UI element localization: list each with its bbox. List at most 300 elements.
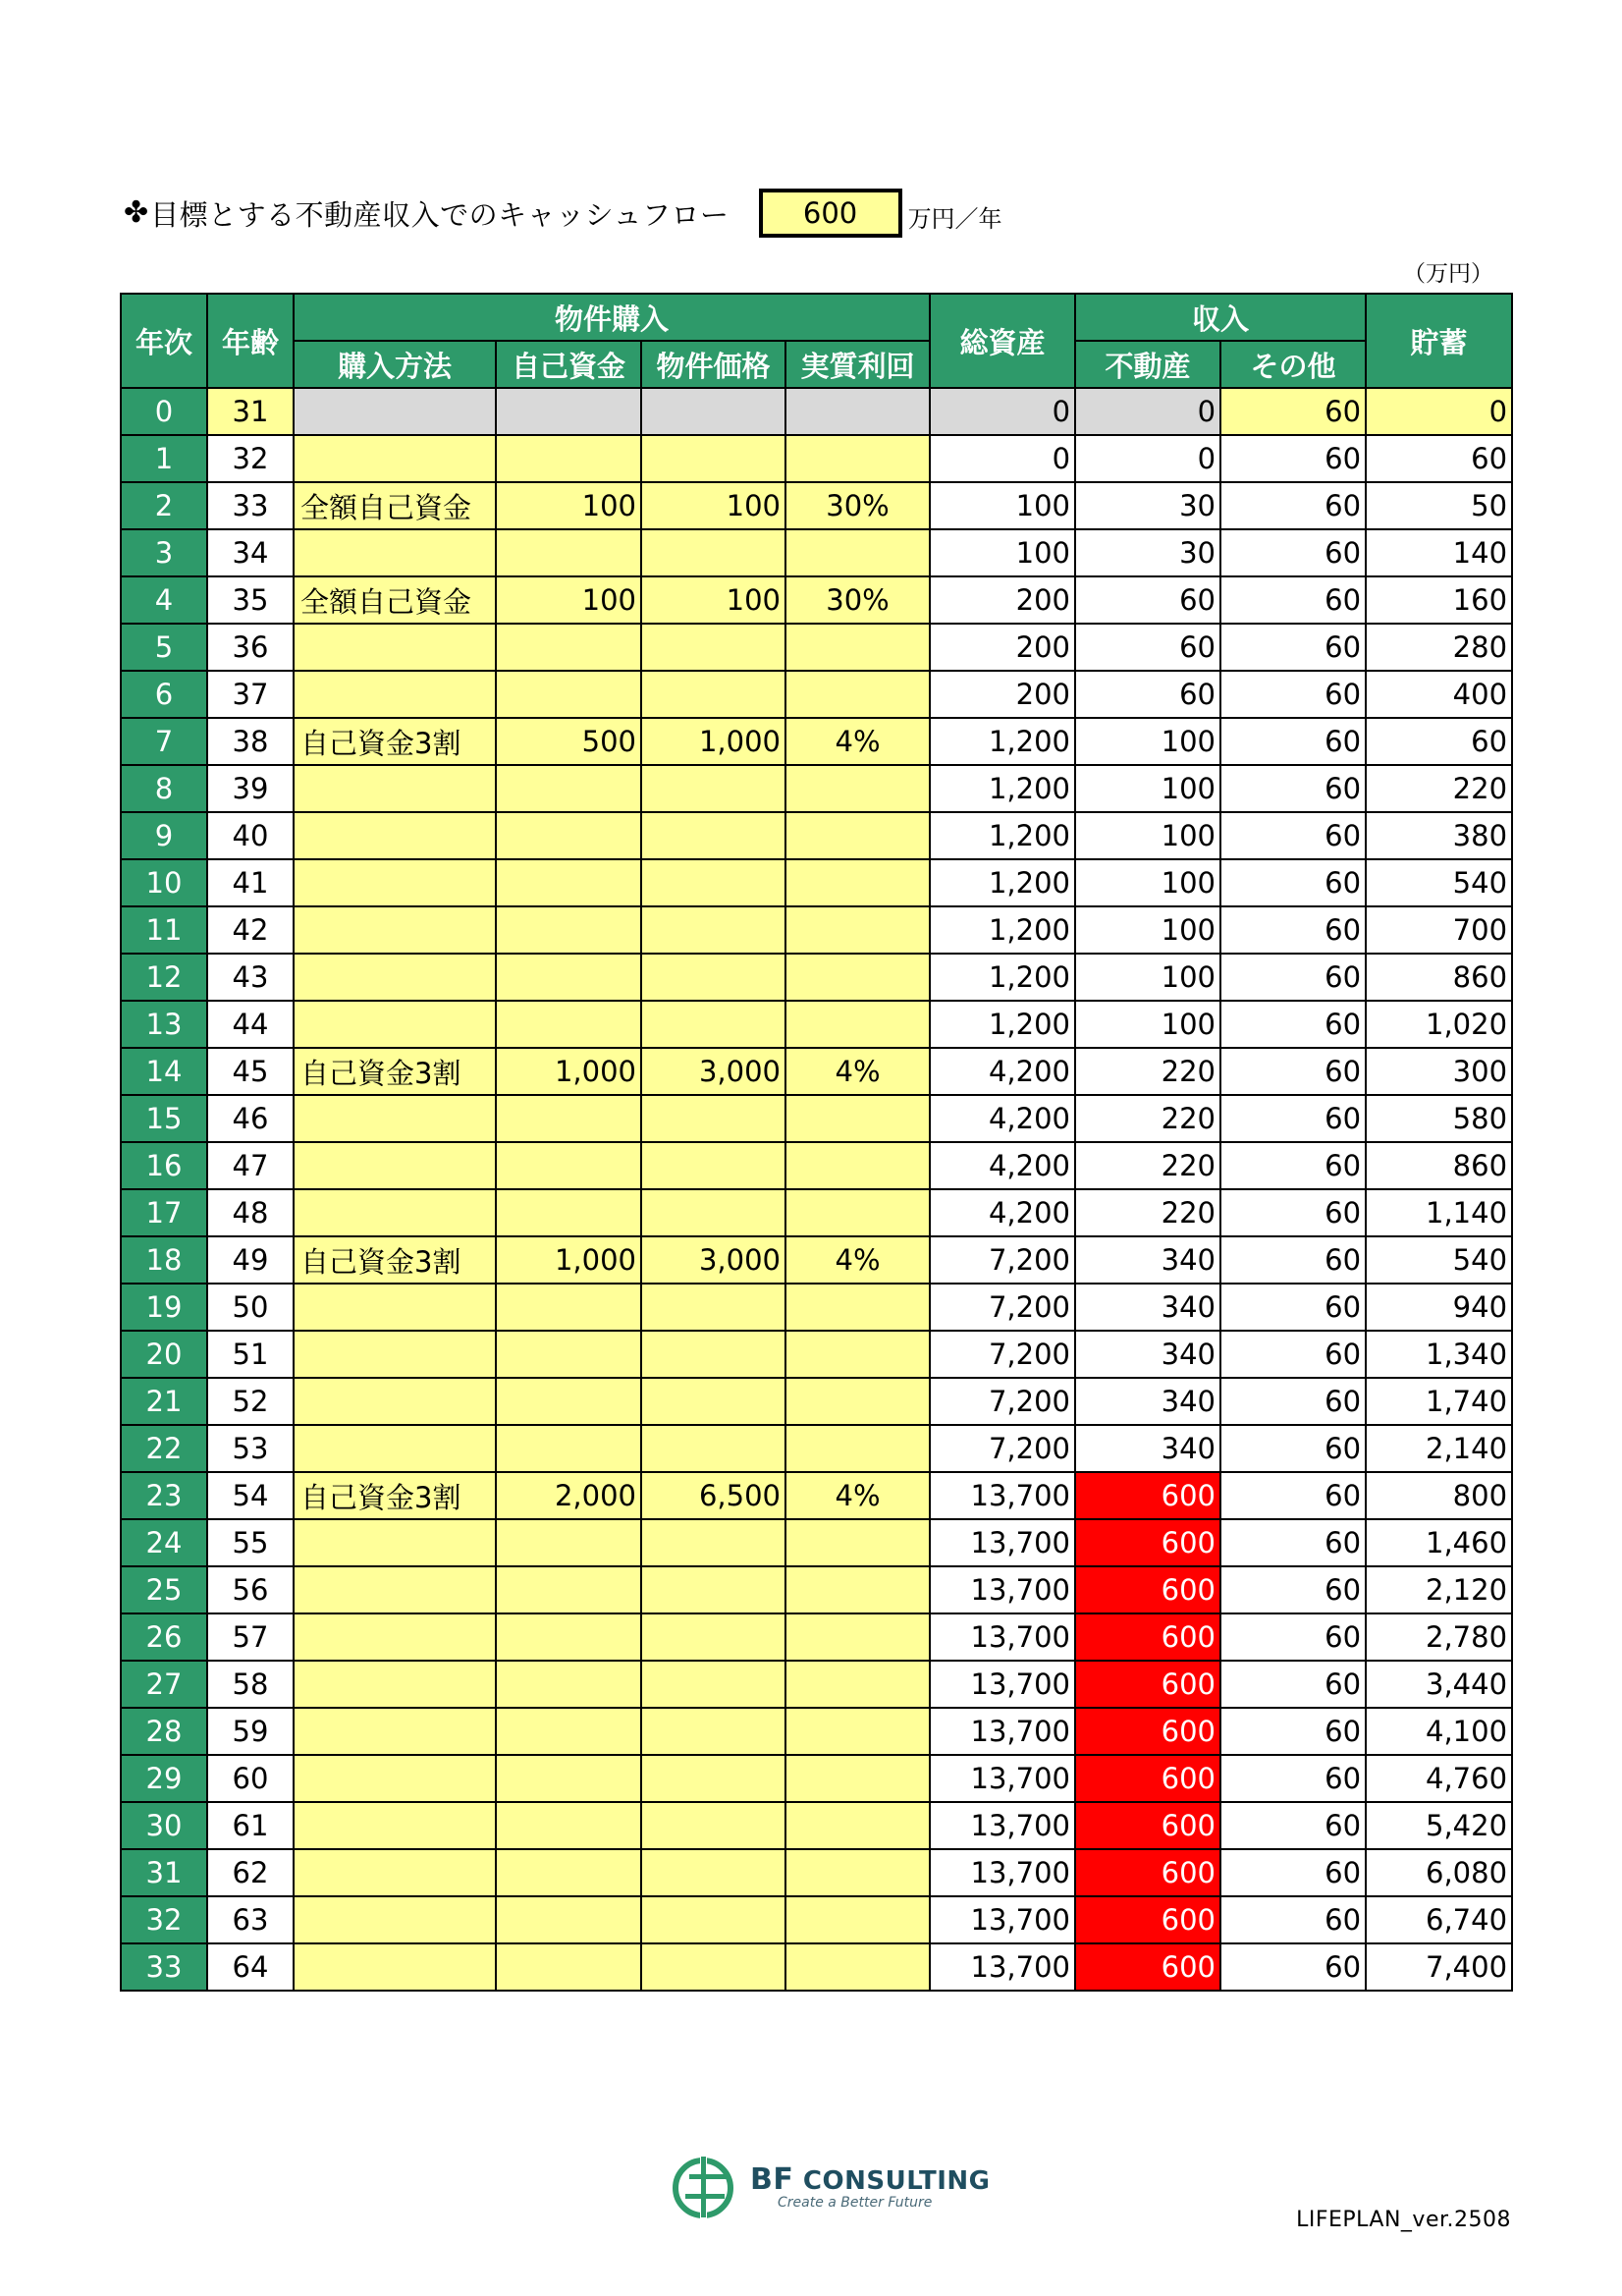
- cell-real-estate-income: 100: [1075, 765, 1220, 812]
- cell-yield[interactable]: 30%: [785, 576, 930, 624]
- cell-total-assets: 7,200: [930, 1284, 1075, 1331]
- cell-yield[interactable]: 4%: [785, 718, 930, 765]
- cell-property-price[interactable]: [641, 1802, 785, 1849]
- cell-property-price[interactable]: [641, 1943, 785, 1991]
- cell-total-assets: 1,200: [930, 906, 1075, 954]
- cell-savings: 580: [1366, 1095, 1512, 1142]
- cell-savings: 300: [1366, 1048, 1512, 1095]
- cell-purchase-method[interactable]: [294, 954, 496, 1001]
- cell-age: 47: [207, 1142, 294, 1189]
- cell-real-estate-income: 30: [1075, 529, 1220, 576]
- cell-own-funds[interactable]: [496, 1802, 641, 1849]
- bf-consulting-logo-icon: [670, 2151, 740, 2221]
- cell-purchase-method[interactable]: [294, 1943, 496, 1991]
- cell-total-assets: 200: [930, 576, 1075, 624]
- cell-yield[interactable]: [785, 1613, 930, 1661]
- cell-savings: 540: [1366, 1236, 1512, 1284]
- header-real-estate: 不動産: [1075, 341, 1220, 388]
- cell-property-price[interactable]: [641, 1849, 785, 1896]
- cell-property-price[interactable]: [641, 1896, 785, 1943]
- cell-savings: 2,140: [1366, 1425, 1512, 1472]
- cell-own-funds[interactable]: [496, 1331, 641, 1378]
- cell-total-assets: 1,200: [930, 859, 1075, 906]
- cell-own-funds[interactable]: [496, 435, 641, 482]
- cell-total-assets: 13,700: [930, 1472, 1075, 1519]
- cell-real-estate-income: 600: [1075, 1519, 1220, 1566]
- cell-purchase-method[interactable]: [294, 1378, 496, 1425]
- cell-property-price[interactable]: [641, 954, 785, 1001]
- cell-other-income: 60: [1220, 1284, 1366, 1331]
- cell-total-assets: 13,700: [930, 1802, 1075, 1849]
- cell-other-income: 60: [1220, 576, 1366, 624]
- cell-age: 52: [207, 1378, 294, 1425]
- cell-total-assets: 13,700: [930, 1896, 1075, 1943]
- cell-age: 43: [207, 954, 294, 1001]
- cell-yield[interactable]: [785, 1802, 930, 1849]
- cell-own-funds[interactable]: [496, 1425, 641, 1472]
- cell-other-income: 60: [1220, 1755, 1366, 1802]
- header-method: 購入方法: [294, 341, 496, 388]
- table-row: [121, 388, 1512, 435]
- cell-real-estate-income: 600: [1075, 1943, 1220, 1991]
- cell-real-estate-income: 60: [1075, 576, 1220, 624]
- cell-yield[interactable]: [785, 624, 930, 671]
- cell-age: 32: [207, 435, 294, 482]
- cell-year: 10: [121, 859, 207, 906]
- cell-savings: 540: [1366, 859, 1512, 906]
- cell-yield[interactable]: [785, 1661, 930, 1708]
- cell-purchase-method[interactable]: [294, 1519, 496, 1566]
- cell-total-assets: 4,200: [930, 1142, 1075, 1189]
- cell-other-income: 60: [1220, 1802, 1366, 1849]
- logo-tagline: Create a Better Future: [778, 2194, 933, 2211]
- cell-own-funds[interactable]: 2,000: [496, 1472, 641, 1519]
- cell-own-funds[interactable]: [496, 1284, 641, 1331]
- cell-other-income: 60: [1220, 624, 1366, 671]
- cell-yield[interactable]: [785, 1519, 930, 1566]
- cell-yield[interactable]: [785, 1943, 930, 1991]
- cell-own-funds[interactable]: [496, 671, 641, 718]
- cell-purchase-method[interactable]: [294, 671, 496, 718]
- cell-savings: 380: [1366, 812, 1512, 859]
- cell-savings: 860: [1366, 954, 1512, 1001]
- cell-yield[interactable]: [785, 671, 930, 718]
- table-row: [121, 482, 1512, 529]
- cell-age: 46: [207, 1095, 294, 1142]
- cell-year: 13: [121, 1001, 207, 1048]
- table-row: [121, 1095, 1512, 1142]
- table-row: [121, 718, 1512, 765]
- cell-own-funds[interactable]: 1,000: [496, 1048, 641, 1095]
- cell-yield[interactable]: [785, 1566, 930, 1613]
- cell-other-income: 60: [1220, 1661, 1366, 1708]
- cell-savings: 1,740: [1366, 1378, 1512, 1425]
- cell-purchase-method[interactable]: 自己資金3割: [294, 1236, 496, 1284]
- table-row: [121, 1708, 1512, 1755]
- header-yield: 実質利回: [785, 341, 930, 388]
- cell-year: 16: [121, 1142, 207, 1189]
- company-logo: [670, 2151, 990, 2221]
- cell-property-price[interactable]: [641, 1661, 785, 1708]
- cell-savings: 6,080: [1366, 1849, 1512, 1896]
- cell-age: 37: [207, 671, 294, 718]
- cell-real-estate-income: 30: [1075, 482, 1220, 529]
- cell-yield[interactable]: [785, 812, 930, 859]
- cell-year: 14: [121, 1048, 207, 1095]
- cell-real-estate-income: 0: [1075, 388, 1220, 435]
- cell-year: 5: [121, 624, 207, 671]
- cell-year: 7: [121, 718, 207, 765]
- table-row: [121, 624, 1512, 671]
- cell-real-estate-income: 100: [1075, 906, 1220, 954]
- cell-yield[interactable]: [785, 1755, 930, 1802]
- cell-purchase-method[interactable]: [294, 812, 496, 859]
- cell-savings: 160: [1366, 576, 1512, 624]
- cell-other-income: 60: [1220, 671, 1366, 718]
- cell-age: 53: [207, 1425, 294, 1472]
- header-year: 年次: [121, 294, 207, 388]
- cell-property-price[interactable]: 100: [641, 482, 785, 529]
- cell-real-estate-income: 100: [1075, 954, 1220, 1001]
- club-icon: ✤: [124, 195, 149, 230]
- cell-total-assets: 4,200: [930, 1048, 1075, 1095]
- cell-total-assets: 13,700: [930, 1566, 1075, 1613]
- cell-savings: 4,760: [1366, 1755, 1512, 1802]
- cell-age: 49: [207, 1236, 294, 1284]
- cell-year: 29: [121, 1755, 207, 1802]
- cell-yield[interactable]: [785, 1896, 930, 1943]
- cell-purchase-method[interactable]: 自己資金3割: [294, 718, 496, 765]
- cell-other-income: 60: [1220, 1519, 1366, 1566]
- cell-other-income: 60: [1220, 529, 1366, 576]
- cell-yield[interactable]: [785, 435, 930, 482]
- cell-yield[interactable]: [785, 529, 930, 576]
- cell-age: 60: [207, 1755, 294, 1802]
- cell-yield[interactable]: [785, 1708, 930, 1755]
- cell-purchase-method[interactable]: [294, 1755, 496, 1802]
- cell-year: 24: [121, 1519, 207, 1566]
- target-cashflow-row: [124, 187, 1002, 240]
- cell-savings: 1,140: [1366, 1189, 1512, 1236]
- cell-other-income: 60: [1220, 1708, 1366, 1755]
- cell-other-income: 60: [1220, 1613, 1366, 1661]
- cell-yield: [785, 388, 930, 435]
- cell-own-funds[interactable]: [496, 1661, 641, 1708]
- header-age: 年齢: [207, 294, 294, 388]
- header-own-funds: 自己資金: [496, 341, 641, 388]
- cell-age: 44: [207, 1001, 294, 1048]
- cell-savings[interactable]: 0: [1366, 388, 1512, 435]
- cell-purchase-method[interactable]: [294, 1142, 496, 1189]
- cell-other-income: 60: [1220, 435, 1366, 482]
- cell-year: 9: [121, 812, 207, 859]
- cell-purchase-method[interactable]: [294, 624, 496, 671]
- cell-savings: 7,400: [1366, 1943, 1512, 1991]
- cell-purchase-method[interactable]: [294, 1896, 496, 1943]
- cell-purchase-method[interactable]: [294, 1802, 496, 1849]
- lifeplan-table: [120, 293, 1513, 1992]
- cell-property-price[interactable]: [641, 671, 785, 718]
- cell-purchase-method[interactable]: [294, 1095, 496, 1142]
- cell-own-funds[interactable]: [496, 765, 641, 812]
- cell-property-price[interactable]: [641, 906, 785, 954]
- cell-real-estate-income: 600: [1075, 1613, 1220, 1661]
- cell-savings: 280: [1366, 624, 1512, 671]
- cell-yield[interactable]: 4%: [785, 1048, 930, 1095]
- cell-other-income: 60: [1220, 1472, 1366, 1519]
- cell-property-price[interactable]: [641, 529, 785, 576]
- cell-age: 50: [207, 1284, 294, 1331]
- cell-property-price[interactable]: [641, 859, 785, 906]
- table-row: [121, 1048, 1512, 1095]
- cell-total-assets: 100: [930, 529, 1075, 576]
- cell-own-funds[interactable]: 100: [496, 576, 641, 624]
- cell-yield[interactable]: [785, 906, 930, 954]
- cell-total-assets: 7,200: [930, 1378, 1075, 1425]
- cell-yield[interactable]: [785, 1189, 930, 1236]
- cell-yield[interactable]: [785, 1095, 930, 1142]
- cell-purchase-method[interactable]: [294, 765, 496, 812]
- cell-yield[interactable]: [785, 1378, 930, 1425]
- cell-yield[interactable]: [785, 1001, 930, 1048]
- cell-savings: 1,020: [1366, 1001, 1512, 1048]
- cell-purchase-method[interactable]: [294, 1708, 496, 1755]
- cell-savings: 3,440: [1366, 1661, 1512, 1708]
- cell-savings: 220: [1366, 765, 1512, 812]
- cell-total-assets: 1,200: [930, 765, 1075, 812]
- cell-total-assets: 7,200: [930, 1331, 1075, 1378]
- cell-other-income: 60: [1220, 1331, 1366, 1378]
- cell-purchase-method[interactable]: [294, 1566, 496, 1613]
- cell-own-funds[interactable]: [496, 859, 641, 906]
- cell-purchase-method[interactable]: 全額自己資金: [294, 482, 496, 529]
- target-value-input[interactable]: 600: [759, 189, 902, 238]
- cell-own-funds[interactable]: [496, 1943, 641, 1991]
- cell-savings: 800: [1366, 1472, 1512, 1519]
- cell-purchase-method[interactable]: [294, 1331, 496, 1378]
- cell-own-funds[interactable]: [496, 1566, 641, 1613]
- cell-property-price[interactable]: [641, 1001, 785, 1048]
- cell-year: 32: [121, 1896, 207, 1943]
- cell-savings: 2,120: [1366, 1566, 1512, 1613]
- logo-brand: BF CONSULTING: [750, 2161, 991, 2197]
- cell-purchase-method[interactable]: [294, 1284, 496, 1331]
- cell-other-income[interactable]: 60: [1220, 388, 1366, 435]
- cell-purchase-method[interactable]: 自己資金3割: [294, 1048, 496, 1095]
- cell-other-income: 60: [1220, 482, 1366, 529]
- cell-real-estate-income: 600: [1075, 1755, 1220, 1802]
- cell-own-funds[interactable]: [496, 1896, 641, 1943]
- cell-savings: 2,780: [1366, 1613, 1512, 1661]
- cell-own-funds[interactable]: 500: [496, 718, 641, 765]
- cell-year: 17: [121, 1189, 207, 1236]
- cell-real-estate-income: 100: [1075, 812, 1220, 859]
- cell-purchase-method[interactable]: [294, 1189, 496, 1236]
- table-row: [121, 529, 1512, 576]
- cell-other-income: 60: [1220, 1378, 1366, 1425]
- cell-property-price[interactable]: [641, 1331, 785, 1378]
- cell-age: 41: [207, 859, 294, 906]
- cell-own-funds[interactable]: [496, 1708, 641, 1755]
- cell-real-estate-income: 60: [1075, 671, 1220, 718]
- table-row: [121, 1425, 1512, 1472]
- cell-real-estate-income: 220: [1075, 1142, 1220, 1189]
- cell-age: 35: [207, 576, 294, 624]
- cell-own-funds[interactable]: 1,000: [496, 1236, 641, 1284]
- cell-age: 58: [207, 1661, 294, 1708]
- cell-property-price[interactable]: [641, 765, 785, 812]
- cell-yield[interactable]: 30%: [785, 482, 930, 529]
- cell-yield[interactable]: 4%: [785, 1472, 930, 1519]
- header-savings: 貯蓄: [1366, 294, 1512, 388]
- cell-yield[interactable]: [785, 859, 930, 906]
- cell-yield[interactable]: [785, 1849, 930, 1896]
- cell-property-price[interactable]: [641, 624, 785, 671]
- table-row: [121, 765, 1512, 812]
- table-row: [121, 812, 1512, 859]
- cell-own-funds[interactable]: [496, 529, 641, 576]
- cell-own-funds[interactable]: [496, 1378, 641, 1425]
- cell-purchase-method[interactable]: [294, 1849, 496, 1896]
- cell-age: 36: [207, 624, 294, 671]
- cell-savings: 860: [1366, 1142, 1512, 1189]
- cell-total-assets: 1,200: [930, 1001, 1075, 1048]
- cell-property-price[interactable]: [641, 1378, 785, 1425]
- cell-savings: 60: [1366, 435, 1512, 482]
- cell-own-funds[interactable]: [496, 812, 641, 859]
- cell-year: 25: [121, 1566, 207, 1613]
- cell-other-income: 60: [1220, 1095, 1366, 1142]
- cell-property-price: [641, 388, 785, 435]
- cell-purchase-method[interactable]: [294, 1613, 496, 1661]
- cell-own-funds[interactable]: [496, 954, 641, 1001]
- cell-yield[interactable]: [785, 1284, 930, 1331]
- table-row: [121, 1378, 1512, 1425]
- cell-own-funds[interactable]: [496, 1755, 641, 1802]
- cell-property-price[interactable]: [641, 1519, 785, 1566]
- cell-purchase-method[interactable]: [294, 859, 496, 906]
- cell-age: 54: [207, 1472, 294, 1519]
- cell-property-price[interactable]: [641, 1613, 785, 1661]
- table-row: [121, 1755, 1512, 1802]
- table-row: [121, 859, 1512, 906]
- cell-real-estate-income: 600: [1075, 1802, 1220, 1849]
- cell-property-price[interactable]: [641, 435, 785, 482]
- cell-property-price[interactable]: 3,000: [641, 1236, 785, 1284]
- cell-year: 22: [121, 1425, 207, 1472]
- cell-yield[interactable]: [785, 1142, 930, 1189]
- cell-own-funds[interactable]: [496, 1095, 641, 1142]
- cell-real-estate-income: 60: [1075, 624, 1220, 671]
- cell-year: 12: [121, 954, 207, 1001]
- cell-other-income: 60: [1220, 1425, 1366, 1472]
- cell-total-assets: 4,200: [930, 1095, 1075, 1142]
- header-total-assets: 総資産: [930, 294, 1075, 388]
- cell-age: 38: [207, 718, 294, 765]
- cell-own-funds[interactable]: [496, 1142, 641, 1189]
- cell-real-estate-income: 600: [1075, 1849, 1220, 1896]
- cell-total-assets: 0: [930, 388, 1075, 435]
- cell-real-estate-income: 220: [1075, 1095, 1220, 1142]
- cell-year: 26: [121, 1613, 207, 1661]
- table-row: [121, 1566, 1512, 1613]
- cell-yield[interactable]: [785, 954, 930, 1001]
- cell-property-price[interactable]: [641, 1755, 785, 1802]
- version-label: LIFEPLAN_ver.2508: [1296, 2208, 1511, 2232]
- table-row: [121, 906, 1512, 954]
- cell-year: 23: [121, 1472, 207, 1519]
- cell-own-funds[interactable]: [496, 1849, 641, 1896]
- cell-own-funds[interactable]: [496, 1519, 641, 1566]
- cell-own-funds[interactable]: [496, 1613, 641, 1661]
- cell-year: 19: [121, 1284, 207, 1331]
- table-row: [121, 576, 1512, 624]
- cell-total-assets: 13,700: [930, 1661, 1075, 1708]
- cell-property-price[interactable]: 6,500: [641, 1472, 785, 1519]
- cell-property-price[interactable]: [641, 1142, 785, 1189]
- cell-age: 55: [207, 1519, 294, 1566]
- cell-age[interactable]: 31: [207, 388, 294, 435]
- cell-yield[interactable]: 4%: [785, 1236, 930, 1284]
- cell-real-estate-income: 340: [1075, 1378, 1220, 1425]
- cell-purchase-method[interactable]: [294, 1661, 496, 1708]
- cell-year: 28: [121, 1708, 207, 1755]
- cell-purchase-method[interactable]: [294, 435, 496, 482]
- cell-real-estate-income: 340: [1075, 1425, 1220, 1472]
- cell-property-price[interactable]: [641, 1425, 785, 1472]
- cell-savings: 400: [1366, 671, 1512, 718]
- cell-property-price[interactable]: 1,000: [641, 718, 785, 765]
- cell-other-income: 60: [1220, 718, 1366, 765]
- cell-purchase-method[interactable]: [294, 1001, 496, 1048]
- cell-property-price[interactable]: [641, 1708, 785, 1755]
- cell-other-income: 60: [1220, 1849, 1366, 1896]
- cell-property-price[interactable]: 100: [641, 576, 785, 624]
- cell-property-price[interactable]: [641, 1095, 785, 1142]
- cell-purchase-method[interactable]: [294, 1425, 496, 1472]
- cell-age: 59: [207, 1708, 294, 1755]
- cell-property-price[interactable]: [641, 1189, 785, 1236]
- cell-real-estate-income: 600: [1075, 1896, 1220, 1943]
- cell-yield[interactable]: [785, 765, 930, 812]
- cell-purchase-method[interactable]: [294, 906, 496, 954]
- cell-savings: 4,100: [1366, 1708, 1512, 1755]
- cell-own-funds: [496, 388, 641, 435]
- cell-own-funds[interactable]: [496, 1189, 641, 1236]
- cell-property-price[interactable]: [641, 1566, 785, 1613]
- cell-age: 45: [207, 1048, 294, 1095]
- cell-own-funds[interactable]: [496, 624, 641, 671]
- cell-own-funds[interactable]: [496, 1001, 641, 1048]
- unit-note: （万円）: [1403, 261, 1493, 287]
- cell-year: 4: [121, 576, 207, 624]
- cell-purchase-method[interactable]: [294, 529, 496, 576]
- cell-yield[interactable]: [785, 1425, 930, 1472]
- cell-own-funds[interactable]: 100: [496, 482, 641, 529]
- cell-real-estate-income: 220: [1075, 1048, 1220, 1095]
- cell-own-funds[interactable]: [496, 906, 641, 954]
- table-row: [121, 1661, 1512, 1708]
- cell-real-estate-income: 100: [1075, 859, 1220, 906]
- cell-yield[interactable]: [785, 1331, 930, 1378]
- cell-property-price[interactable]: 3,000: [641, 1048, 785, 1095]
- cell-property-price[interactable]: [641, 1284, 785, 1331]
- cell-purchase-method[interactable]: 自己資金3割: [294, 1472, 496, 1519]
- cell-property-price[interactable]: [641, 812, 785, 859]
- cell-total-assets: 0: [930, 435, 1075, 482]
- cell-purchase-method[interactable]: 全額自己資金: [294, 576, 496, 624]
- table-row: [121, 1613, 1512, 1661]
